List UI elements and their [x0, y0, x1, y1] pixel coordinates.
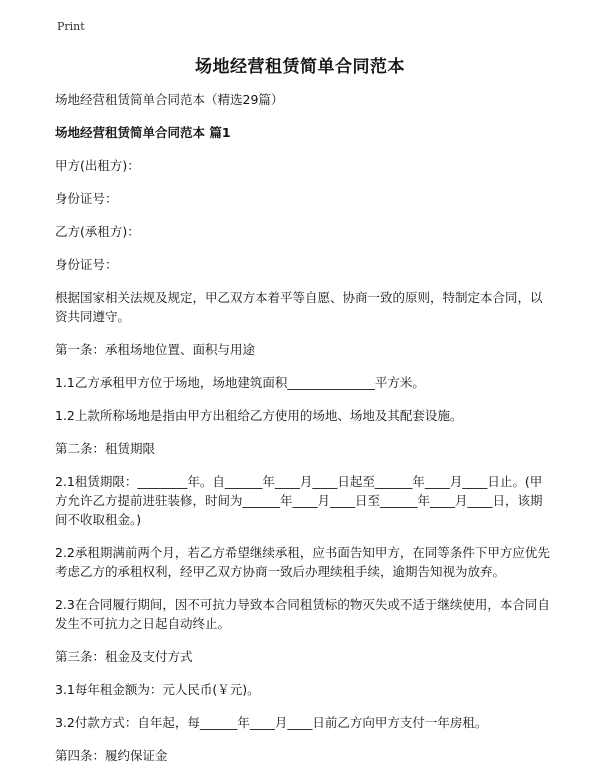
document-title: 场地经营租赁简单合同范本 — [195, 57, 405, 77]
party-b-label: 乙方(承租方)： — [55, 224, 140, 239]
article-1-heading: 第一条：承租场地位置、面积与用途 — [55, 342, 256, 357]
section-heading: 场地经营租赁简单合同范本 篇1 — [55, 125, 231, 140]
clause-2-2: 2.2承租期满前两个月，若乙方希望继续承租，应书面告知甲方，在同等条件下甲方应优先考虑乙方的承租权利，经甲乙双方协商一致后办理续租手续，逾期告知视为放弃。 — [55, 545, 550, 579]
party-a-id-label: 身份证号： — [55, 191, 118, 206]
subtitle: 场地经营租赁简单合同范本（精选29篇） — [55, 92, 284, 107]
clause-3-2: 3.2付款方式：自年起，每______年____月____日前乙方向甲方支付一年房租。 — [55, 715, 488, 730]
clause-1-1: 1.1乙方承租甲方位于场地，场地建筑面积______________平方米。 — [55, 375, 425, 390]
article-4-heading: 第四条：履约保证金 — [55, 748, 168, 763]
clause-3-1: 3.1每年租金额为：元人民币(￥元)。 — [55, 682, 260, 697]
party-a-label: 甲方(出租方)： — [55, 158, 140, 173]
party-b-id-label: 身份证号： — [55, 257, 118, 272]
article-3-heading: 第三条：租金及支付方式 — [55, 649, 193, 664]
clause-1-2: 1.2上款所称场地是指由甲方出租给乙方使用的场地、场地及其配套设施。 — [55, 408, 463, 423]
clause-2-1: 2.1租赁期限：________年。自______年____月____日起至______年____月____日止。(甲方允许乙方提前进驻装修，时间为______年____月____日至______年____月____日，该期间不收取租金。) — [55, 474, 543, 527]
article-2-heading: 第二条：租赁期限 — [55, 441, 156, 456]
preamble-paragraph: 根据国家相关法规及规定，甲乙双方本着平等自愿、协商一致的原则，特制定本合同，以资共同遵守。 — [55, 290, 543, 324]
print-label: Print — [57, 20, 85, 33]
document-body — [55, 90, 551, 779]
clause-2-3: 2.3在合同履行期间，因不可抗力导致本合同租赁标的物灭失或不适于继续使用，本合同自发生不可抗力之日起自动终止。 — [55, 597, 550, 631]
